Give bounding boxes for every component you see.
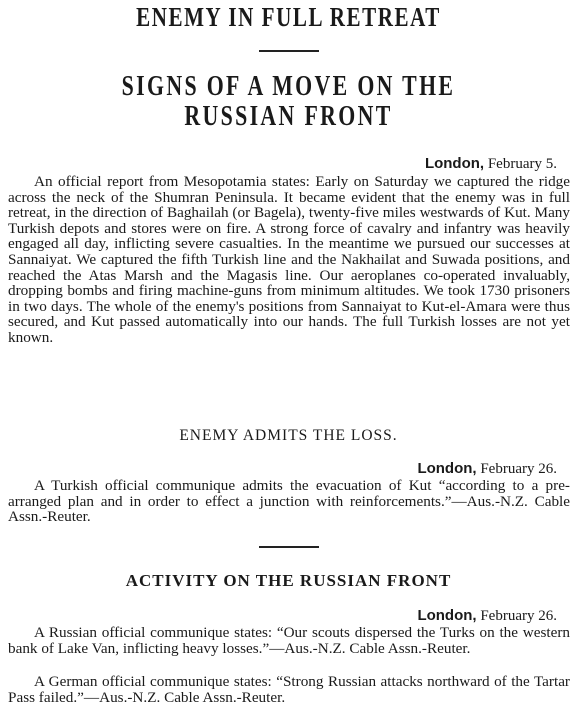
dateline-city: London, <box>417 607 477 624</box>
dateline-3 <box>417 607 557 625</box>
article-2-body: A Turkish official communique admits the evacuation of Kut “according to a pre-arranged plan and in order to effect a junction with reinforcements.”—Aus.-N.Z. Cable Assn.-Reuter. <box>8 477 570 526</box>
dateline-city: London, <box>417 460 477 477</box>
article-3-paragraph-1: A Russian official communique states: “Our scouts dispersed the Turks on the western bank of Lake Van, inflicting heavy losses.”—Aus.-N.Z. Cable Assn.-Reuter. <box>8 624 570 657</box>
dateline-date: February 5. <box>487 156 557 172</box>
article-1-body: An official report from Mesopotamia states: Early on Saturday we captured the ridge across the neck of the Shumran Peninsula. It became evident that the enemy was in full retreat, in the direction of Baghailah (or Bagela), twenty-five miles westwards of Kut. Many Turkish depots and stores were on fire. A strong force of cavalry and infantry was heavily engaged all day, inflicting severe casualties. In the meantime we pursued our successes at Sannaiyat. We captured the fifth Turkish line and the Nakhailat and Suwada positions, and reached the Atas Marsh and the Magasis line. Our aeroplanes co-operated invaluably, dropping bombs and firing machine-guns from minimum altitudes. We took 1730 prisoners in two days. The whole of the enemy's positions from Sannaiyat to Kut-el-Amara were thus secured, and Kut passed automatically into our hands. The full Turkish losses are not yet known. <box>8 173 570 346</box>
dateline-date: February 26. <box>480 461 557 477</box>
article-3-paragraph-2: A German official communique states: “Strong Russian attacks northward of the Tartar Pass failed.”—Aus.-N.Z. Cable Assn.-Reuter. <box>8 673 570 706</box>
dateline-date: February 26. <box>480 608 557 624</box>
section-heading-enemy-admits: ENEMY ADMITS THE LOSS. <box>179 427 398 444</box>
dateline-1 <box>425 155 557 173</box>
sub-headline: SIGNS OF A MOVE ON THE RUSSIAN FRONT <box>121 71 456 132</box>
section-divider <box>259 546 319 548</box>
dateline-city: London, <box>424 155 485 172</box>
headline-divider <box>259 50 319 52</box>
section-heading-russian-front: ACTIVITY ON THE RUSSIAN FRONT <box>125 571 452 590</box>
main-headline: ENEMY IN FULL RETREAT <box>136 2 441 32</box>
dateline-2 <box>417 460 557 478</box>
